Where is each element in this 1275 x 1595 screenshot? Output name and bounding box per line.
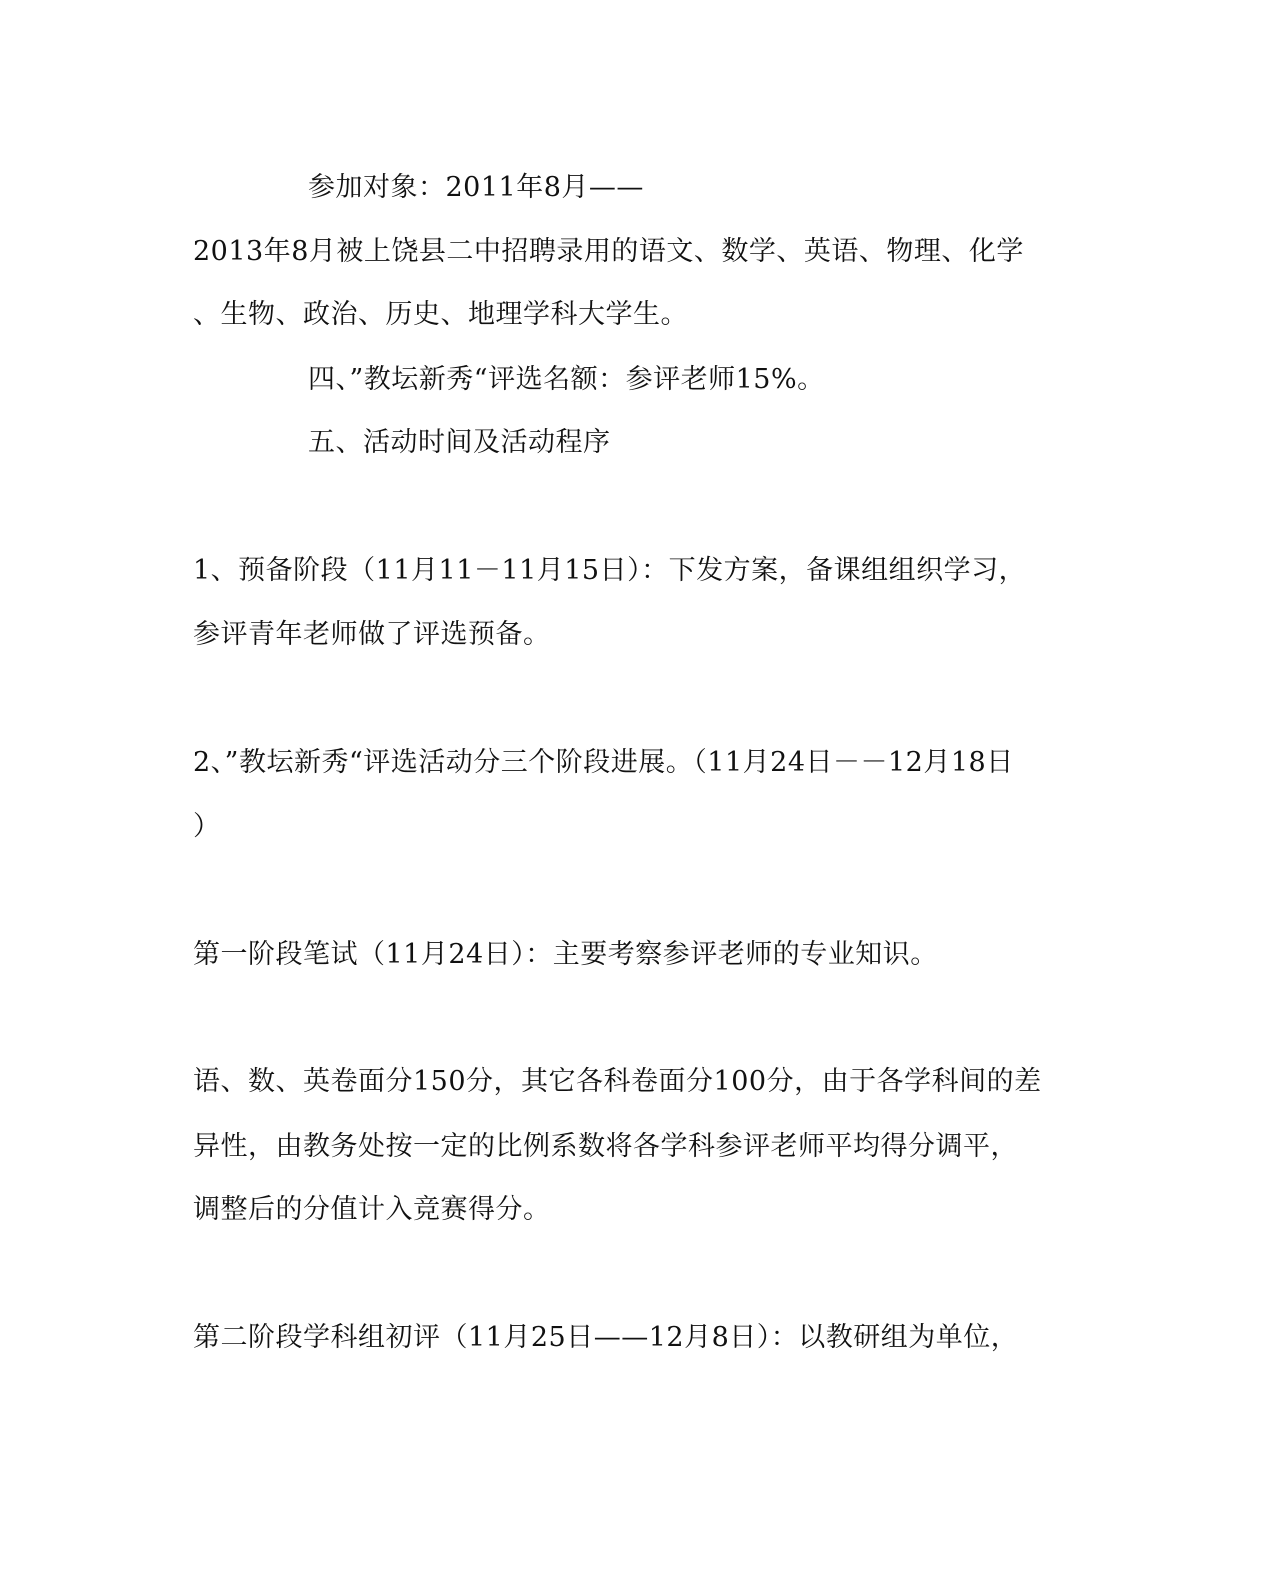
paragraph-participants-line-3: 、生物、政治、历史、地理学科大学生。 xyxy=(193,299,688,330)
item-stages-line-1: 2、”教坛新秀“评选活动分三个阶段进展。（11月24日－－12月18日 xyxy=(193,747,1014,778)
stage-two-initial-review: 第二阶段学科组初评（11月25日——12月8日）：以教研组为单位， xyxy=(193,1322,1019,1353)
scoring-line-2: 异性，由教务处按一定的比例系数将各学科参评老师平均得分调平， xyxy=(193,1131,1018,1162)
paragraph-participants-line-2: 2013年8月被上饶县二中招聘录用的语文、数学、英语、物理、化学 xyxy=(193,236,1024,267)
paragraph-participants-line-1: 参加对象：2011年8月—— xyxy=(308,172,644,203)
item-preparation-line-2: 参评青年老师做了评选预备。 xyxy=(193,619,551,650)
item-preparation-line-1: 1、预备阶段（11月11－11月15日）：下发方案，备课组组织学习， xyxy=(193,555,1027,586)
section-schedule-heading: 五、活动时间及活动程序 xyxy=(308,427,611,458)
stage-one-written-test: 第一阶段笔试（11月24日）：主要考察参评老师的专业知识。 xyxy=(193,939,938,970)
item-stages-line-2: ） xyxy=(193,811,221,842)
scoring-line-1: 语、数、英卷面分150分，其它各科卷面分100分，由于各学科间的差 xyxy=(193,1066,1042,1097)
section-quota-heading: 四、”教坛新秀“评选名额：参评老师15%。 xyxy=(308,364,825,395)
scoring-line-3: 调整后的分值计入竞赛得分。 xyxy=(193,1194,551,1225)
